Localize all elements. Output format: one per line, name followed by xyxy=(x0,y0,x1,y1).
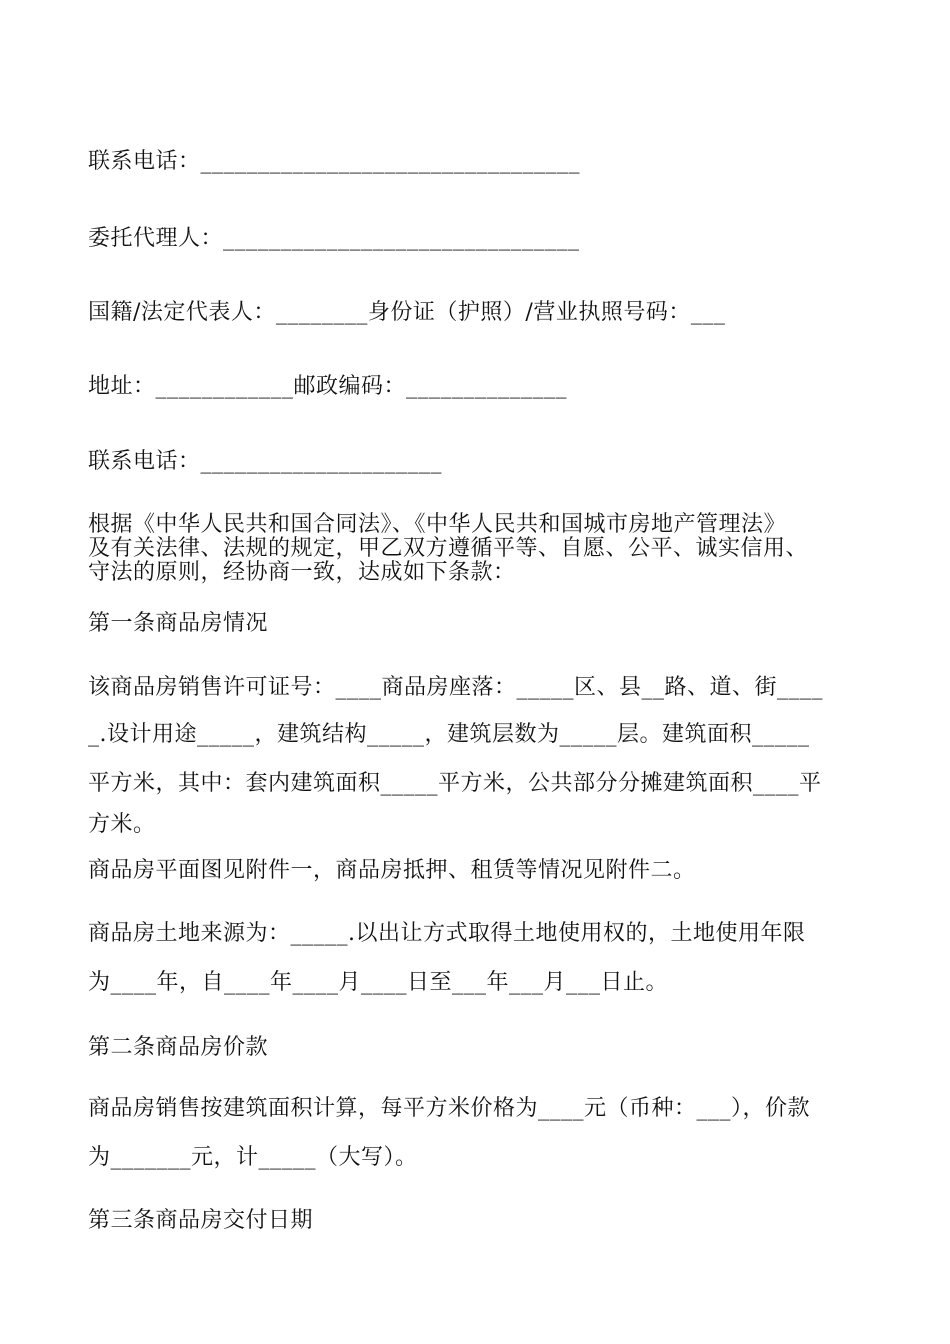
article-1-line: 平方米，其中：套内建筑面积_____平方米，公共部分分摊建筑面积____平 xyxy=(88,771,822,796)
article-3-heading: 第三条商品房交付日期 xyxy=(88,1208,314,1233)
article-1-heading: 第一条商品房情况 xyxy=(88,611,269,636)
agent-field: 委托代理人：_______________________________ xyxy=(88,226,580,251)
article-1-line: 方米。 xyxy=(88,812,156,837)
preamble-line: 根据《中华人民共和国合同法》、《中华人民共和国城市房地产管理法》 xyxy=(88,512,787,537)
article-1-line: 商品房平面图见附件一，商品房抵押、租赁等情况见附件二。 xyxy=(88,858,696,883)
contact-phone-field: 联系电话：_________________________________ xyxy=(88,149,581,174)
article-1-line: 该商品房销售许可证号：____商品房座落：_____区、县__路、道、街____ xyxy=(88,675,824,700)
article-2-heading: 第二条商品房价款 xyxy=(88,1035,269,1060)
preamble-paragraph xyxy=(88,513,868,585)
preamble-line: 守法的原则，经协商一致，达成如下条款： xyxy=(88,560,516,585)
article-2-line: 为_______元，计_____（大写）。 xyxy=(88,1145,418,1170)
article-1-line: 为____年，自____年____月____日至___年___月___日止。 xyxy=(88,970,669,995)
address-postcode-field: 地址：____________邮政编码：______________ xyxy=(88,374,568,399)
nationality-id-field: 国籍/法定代表人：________身份证（护照）/营业执照号码：___ xyxy=(88,300,726,325)
contact-phone-field-2: 联系电话：_____________________ xyxy=(88,449,443,474)
article-2-line: 商品房销售按建筑面积计算，每平方米价格为____元（币种：___），价款 xyxy=(88,1096,811,1121)
article-1-line: _.设计用途_____，建筑结构_____，建筑层数为_____层。建筑面积_____ xyxy=(88,722,810,747)
preamble-line: 及有关法律、法规的规定，甲乙双方遵循平等、自愿、公平、诚实信用、 xyxy=(88,536,809,561)
article-1-line: 商品房土地来源为：_____.以出让方式取得土地使用权的，土地使用年限 xyxy=(88,921,806,946)
